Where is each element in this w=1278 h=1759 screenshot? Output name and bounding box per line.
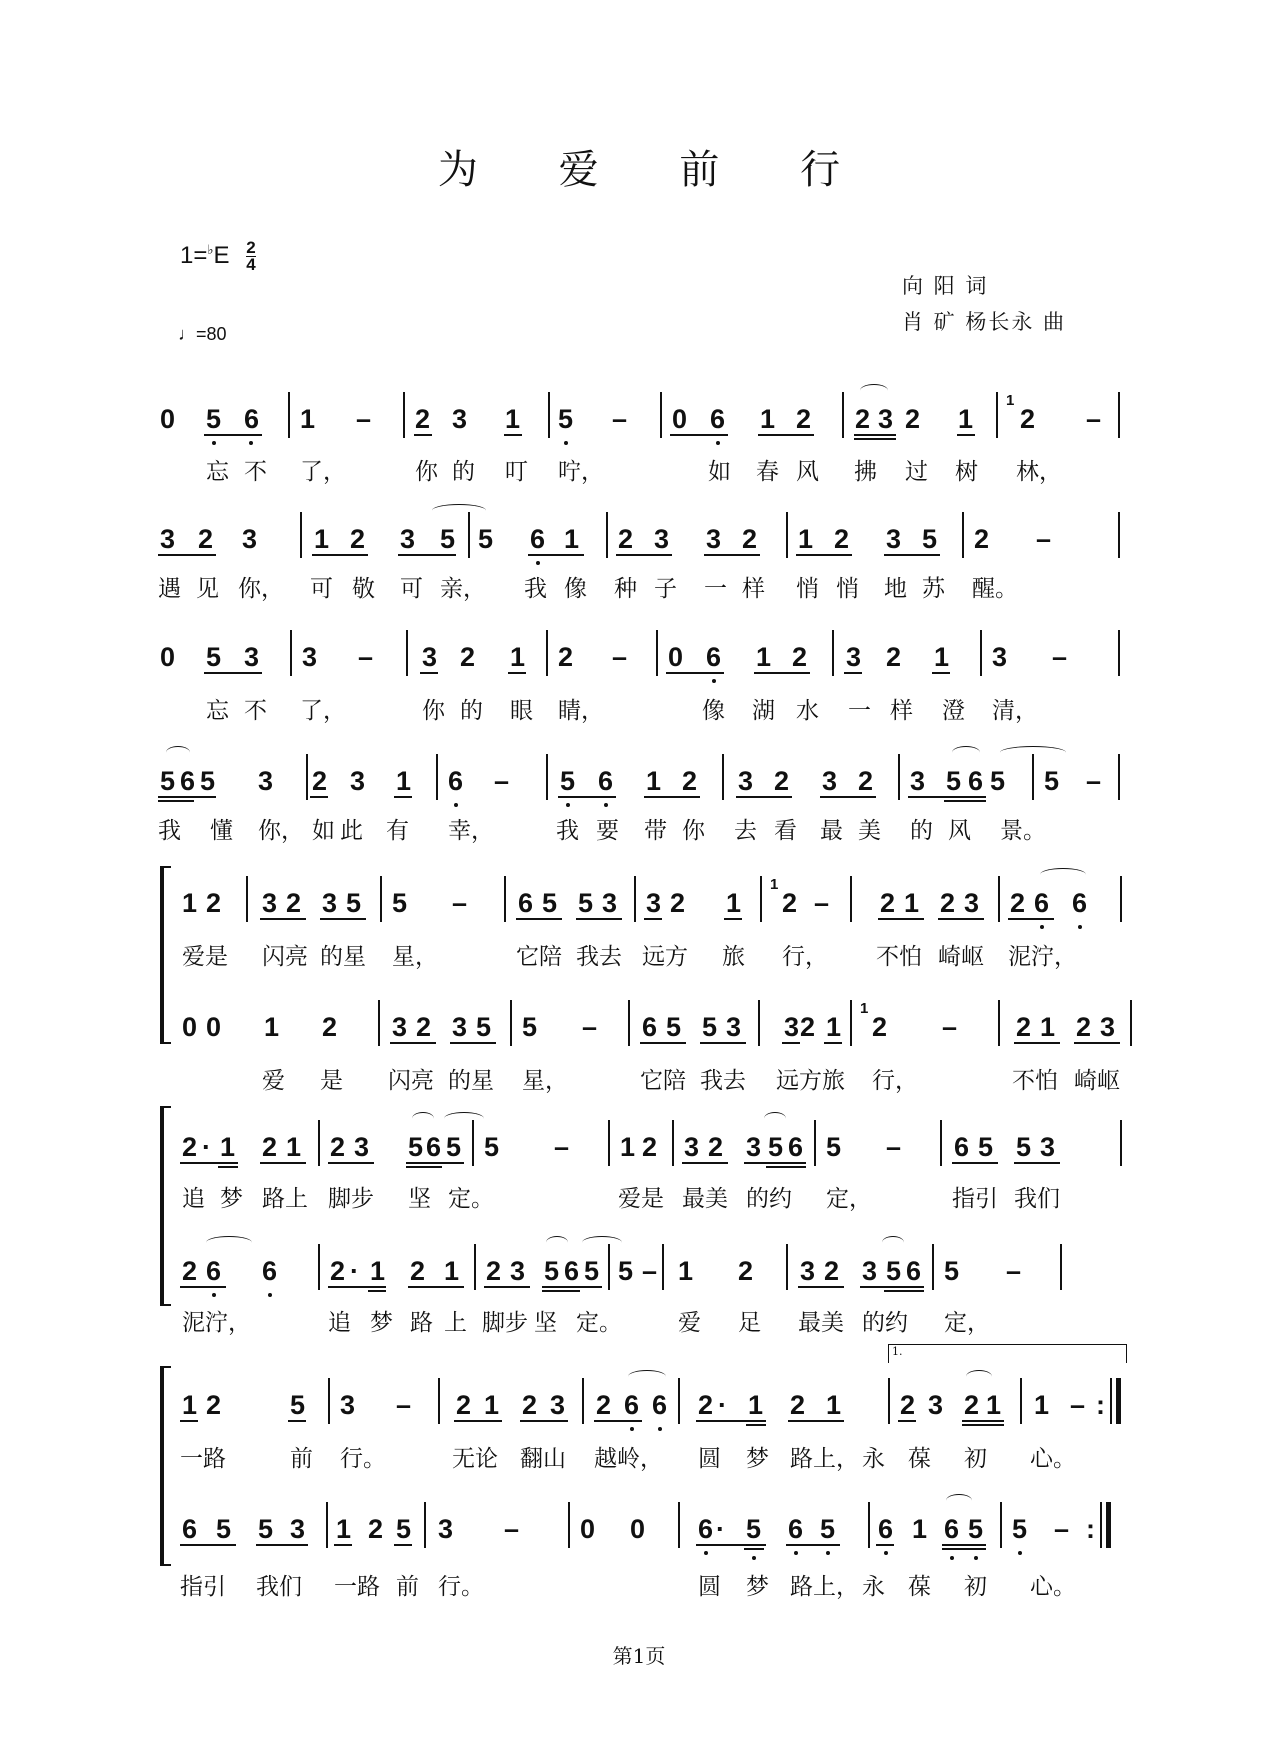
lyrics-row: 忘 不 了， 你 的 叮 咛， 如 春 风 拂 过 树 林， bbox=[206, 459, 1062, 485]
key-note: E bbox=[213, 241, 230, 269]
lyrics-row: 忘 不 了， 你 的 眼 睛， 像 湖 水 一 样 澄 清， bbox=[206, 698, 1038, 724]
lyrics-row: 追 梦 路上 脚步 坚 定。 爱是 最美 的约 定， 指引 我们 bbox=[182, 1186, 1060, 1212]
lyrics-row: 一路 前 行。 无论 翻山 越岭， 圆 梦 路上， 永 葆 初 心。 bbox=[180, 1446, 1076, 1472]
lyrics-row: 泥泞， 追 梦 路 上 脚步 坚 定。 爱 足 最美 的约 定， bbox=[182, 1310, 990, 1336]
key-label: 1= bbox=[180, 241, 208, 269]
notes-row: 1 2 5 3 – 2 1 2 3 2 6 6 2 · 1 2 1 2 3 2 1 1 – : bbox=[182, 1384, 1122, 1428]
part-bracket bbox=[160, 866, 171, 1044]
lyrics-row: 爱 是 闪亮 的星 星， 它陪 我去 远方旅 行， 不怕 崎岖 bbox=[262, 1068, 1120, 1094]
lyrics-row: 遇 见 你， 可 敬 可 亲， 我 像 种 子 一 样 悄 悄 地 苏 醒。 bbox=[158, 576, 1018, 602]
song-title: 为 爱 前 行 bbox=[437, 147, 875, 193]
key-signature bbox=[180, 240, 256, 273]
notes-row: 5 6 5 3 2 3 1 6 – 5 6 1 2 3 2 3 2 3 5 6 5 5 – bbox=[160, 760, 1120, 804]
page-number: 第1页 bbox=[612, 1644, 666, 1668]
notes-row: 1 2 3 2 3 5 5 – 6 5 5 3 3 2 1 1 2 – 2 1 2 3 2 6 6 bbox=[182, 882, 1122, 926]
notes-row: 0 5 6 1 – 2 3 1 5 – 0 6 1 2 2 3 2 1 1 2 – bbox=[160, 398, 1120, 442]
volta-bracket: 1. bbox=[888, 1344, 1127, 1363]
composer-credit: 肖 矿 杨长永 曲 bbox=[902, 310, 1067, 334]
lyrics-row: 爱是 闪亮 的星 星， 它陪 我去 远方 旅 行， 不怕 崎岖 泥泞， bbox=[182, 944, 1077, 970]
part-bracket bbox=[160, 1106, 171, 1306]
notes-row: 3 2 3 1 2 3 5 5 6 1 2 3 3 2 1 2 3 5 2 – bbox=[160, 518, 1120, 562]
notes-row: 2 · 1 2 1 2 3 5 6 5 5 – 1 2 3 2 3 5 6 5 – 6 5 5 3 bbox=[182, 1126, 1122, 1170]
notes-row: 6 5 5 3 1 2 5 3 – 0 0 6 · 5 6 5 6 1 6 5 5 – : bbox=[182, 1508, 1122, 1552]
lyrics-row: 我 懂 你， 如 此 有 幸， 我 要 带 你 去 看 最 美 的 风 景。 bbox=[158, 818, 1046, 844]
notes-row: 2 6 6 2 · 1 2 1 2 3 5 6 5 5 – 1 2 3 2 3 5 6 5 – bbox=[182, 1250, 1122, 1294]
notes-row: 0 5 3 3 – 3 2 1 2 – 0 6 1 2 3 2 1 3 – bbox=[160, 636, 1120, 680]
flat-symbol: ♭ bbox=[207, 242, 214, 257]
time-signature: $\frac{2}{4}$ bbox=[246, 238, 256, 274]
lyricist-credit: 向 阳 词 bbox=[902, 274, 989, 298]
tempo-marking: ♩=80 bbox=[178, 324, 227, 344]
lyrics-row: 指引 我们 一路 前 行。 圆 梦 路上， 永 葆 初 心。 bbox=[180, 1574, 1076, 1600]
part-bracket bbox=[160, 1366, 171, 1566]
notes-row: 0 0 1 2 3 2 3 5 5 – 6 5 5 3 3 2 1 1 2 – 2 1 2 3 bbox=[182, 1006, 1122, 1050]
